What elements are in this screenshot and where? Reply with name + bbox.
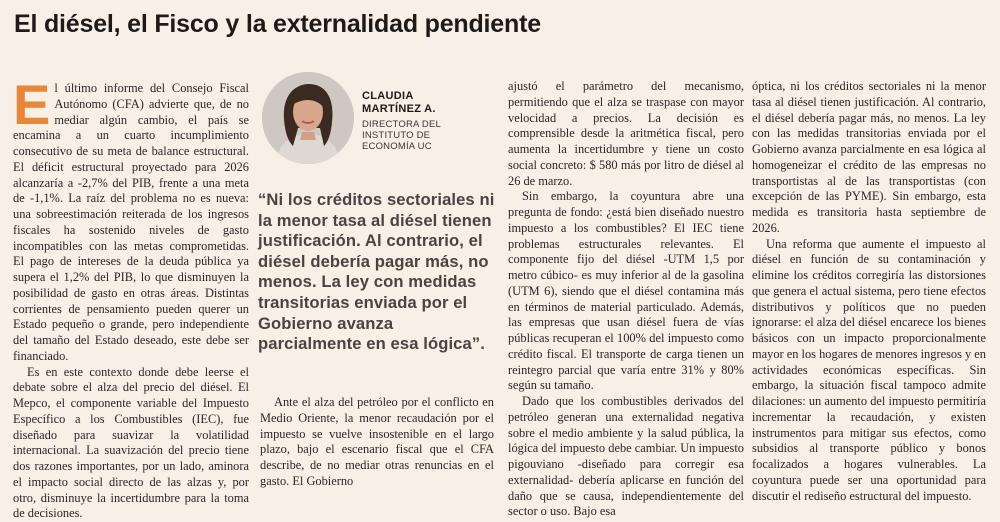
author-block	[262, 72, 502, 167]
paragraph: Es en este contexto donde debe leerse el debate sobre el alza del precio del diésel. El Mepco, el componente variable del Impuesto Específico a los Combustibles (IEC), fue diseñado para suavizar la volatilidad internacional. La suavización del precio tiene dos razones importantes, por un lado, aminora el impacto social directo de las alzas y, por otro, disminuye la incertidumbre para la toma de decisiones.	[13, 365, 249, 522]
author-role-line: DIRECTORA DEL	[362, 119, 441, 130]
author-name-line: CLAUDIA	[362, 90, 436, 103]
paragraph: Ante el alza del petróleo por el conflicto en Medio Oriente, la menor recaudación por el impuesto se vuelve insostenible en el largo plazo, bajo el escenario fiscal que el CFA describe, de no mediar otras renuncias en el gasto. El Gobierno	[260, 395, 494, 490]
paragraph: ajustó el parámetro del mecanismo, permitiendo que el alza se traspase con mayor velocidad a precios. La decisión es comprensible desde la aritmética fiscal, pero aumenta la incertidumbre y tiene un costo social concreto: $ 580 más por litro de diésel al 26 de marzo.	[508, 79, 744, 189]
article-column-2	[260, 395, 494, 490]
drop-cap: E	[13, 82, 50, 128]
portrait-image	[262, 72, 354, 164]
article-column-1	[13, 81, 249, 522]
author-role-line: INSTITUTO DE	[362, 130, 441, 141]
author-name	[362, 90, 436, 116]
paragraph	[13, 81, 249, 365]
author-name-line: MARTÍNEZ A.	[362, 103, 436, 116]
author-photo	[262, 72, 354, 164]
paragraph: Una reforma que aumente el impuesto al diésel en función de su contaminación y elimine los créditos corregiría las distorsiones que genera el actual sistema, pero tiene efectos distributivos y políticos que no pueden ignorarse: el alza del diésel encarece los bienes básicos con un impacto proporcionalmente mayor en los hogares de menores ingresos y en actividades económicas específicas. Sin embargo, la situación fiscal tampoco admite dilaciones: un aumento del impuesto permitiría incrementar la recaudación, y existen instrumentos para mitigar sus efectos, como subsidios al transporte público y bonos focalizados a hogares vulnerables. La coyuntura puede ser una oportunidad para discutir el rediseño estructural del impuesto.	[752, 237, 986, 505]
paragraph: óptica, ni los créditos sectoriales ni la menor tasa al diésel tienen justificación. Al contrario, el diésel debería pagar más, no menos. La ley con las medidas transitorias enviada por el Gobierno avanza parcialmente en esa lógica al homogeneizar el crédito de las empresas no transportistas al de las transportistas (con excepción de las PYME). Sin embargo, esta medida es transitoria hasta septiembre de 2026.	[752, 79, 986, 237]
author-role-line: ECONOMÍA UC	[362, 141, 441, 152]
paragraph: Dado que los combustibles derivados del petróleo generan una externalidad negativa sobre el medio ambiente y la salud pública, la lógica del impuesto debe cambiar. Un impuesto pigouviano -diseñado para corregir esa externalidad- debería aplicarse en función del daño que se causa, independientemente del sector o uso. Bajo esa	[508, 394, 744, 520]
article-headline: El diésel, el Fisco y la externalidad pendiente	[14, 10, 984, 39]
author-role	[362, 119, 441, 152]
article-column-4	[752, 79, 986, 504]
pull-quote: “Ni los créditos sectoriales ni la menor tasa al diésel tienen justificación. Al contrario, el diésel debería pagar más, no menos. La ley con medidas transitorias enviada por el Gobierno avanza parcialmente en esa lógica”.	[258, 190, 498, 355]
article-column-3	[508, 79, 744, 520]
paragraph-text: l último informe del Consejo Fiscal Autónomo (CFA) advierte que, de no mediar algún cambio, el país se encamina a un cuarto incumplimiento consecutivo de su meta de balance estructural. El déficit estructural proyectado para 2026 alcanzaría a -2,7% del PIB, frente a una meta de -1,1%. La raíz del problema no es nueva: una sobreestimación reiterada de los ingresos fiscales ha sostenido niveles de gasto incompatibles con las metas comprometidas. El pago de intereses de la deuda pública ya supera el 1,2% del PIB, lo que disminuyen la posibilidad de gasto en otras áreas. Distintas corrientes de pensamiento pueden querer un Estado pequeño o grande, pero independiente del tamaño del Estado deseado, este debe ser financiado.	[13, 81, 249, 363]
paragraph: Sin embargo, la coyuntura abre una pregunta de fondo: ¿está bien diseñado nuestro impuesto a los combustibles? El IEC tiene problemas estructurales relevantes. El componente fijo del diésel -UTM 1,5 por metro cúbico- es muy inferior al de la gasolina (UTM 6), siendo que el diésel contamina más en términos de material particulado. Además, las empresas que usan diésel fuera de vías públicas recuperan el 100% del impuesto como crédito fiscal. El transporte de carga tienen un reintegro parcial que varía entre 31% y 80% según su tamaño.	[508, 189, 744, 394]
